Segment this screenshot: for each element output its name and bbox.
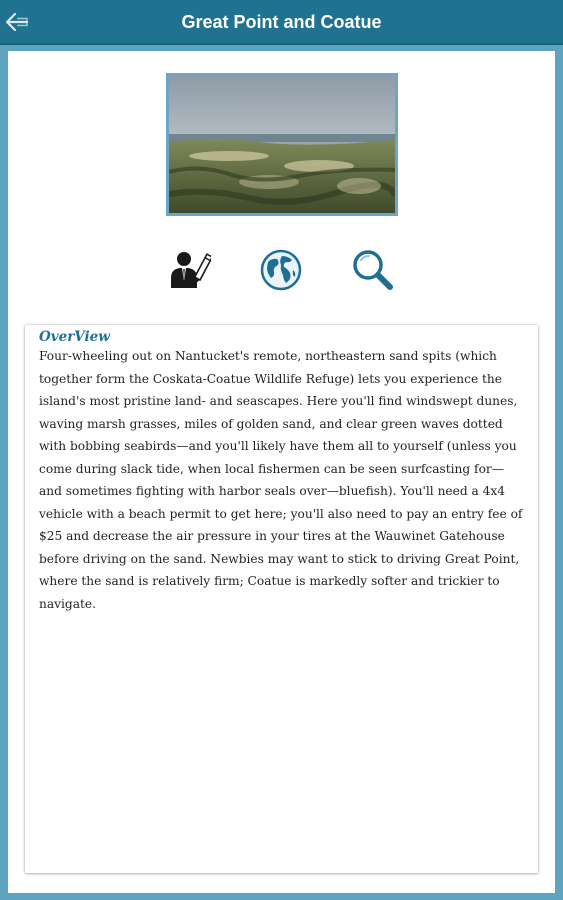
top-app-bar xyxy=(0,0,563,45)
landscape-image xyxy=(169,76,395,213)
globe-icon xyxy=(259,248,303,292)
overview-card xyxy=(25,325,538,873)
page-title: Great Point and Coatue xyxy=(181,12,382,32)
overview-text: Four-wheeling out on Nantucket's remote, northeastern sand spits (which together form the Coskata-Coatue Wildlife Refuge) lets you experience the island's most pristine land- and seascapes. Here you'll find windswept dunes, waving marsh grasses, miles of golden sand, and clear green waves dotted with bobbing seabirds—and you'll likely have them all to yourself (unless you come during slack tide, when local fishermen can be seen surfcasting for—and sometimes fighting with harbor seals over—bluefish). You'll need a 4x4 vehicle with a beach permit to get here; you'll also need to pay an entry fee of $25 and decrease the air pressure in your tires at the Wauwinet Gatehouse before driving on the sand. Newbies may want to stick to driving Great Point, where the sand is relatively firm; Coatue is markedly softer and trickier to navigate. xyxy=(39,349,523,611)
author-edit-icon xyxy=(167,248,211,292)
search-icon xyxy=(349,247,395,293)
search-button[interactable] xyxy=(349,247,395,293)
overview-heading: OverView xyxy=(39,329,110,345)
hero-photo[interactable] xyxy=(166,73,398,216)
author-button[interactable] xyxy=(166,247,212,293)
action-icons xyxy=(8,247,555,295)
map-button[interactable] xyxy=(258,247,304,293)
content-frame xyxy=(8,51,555,893)
